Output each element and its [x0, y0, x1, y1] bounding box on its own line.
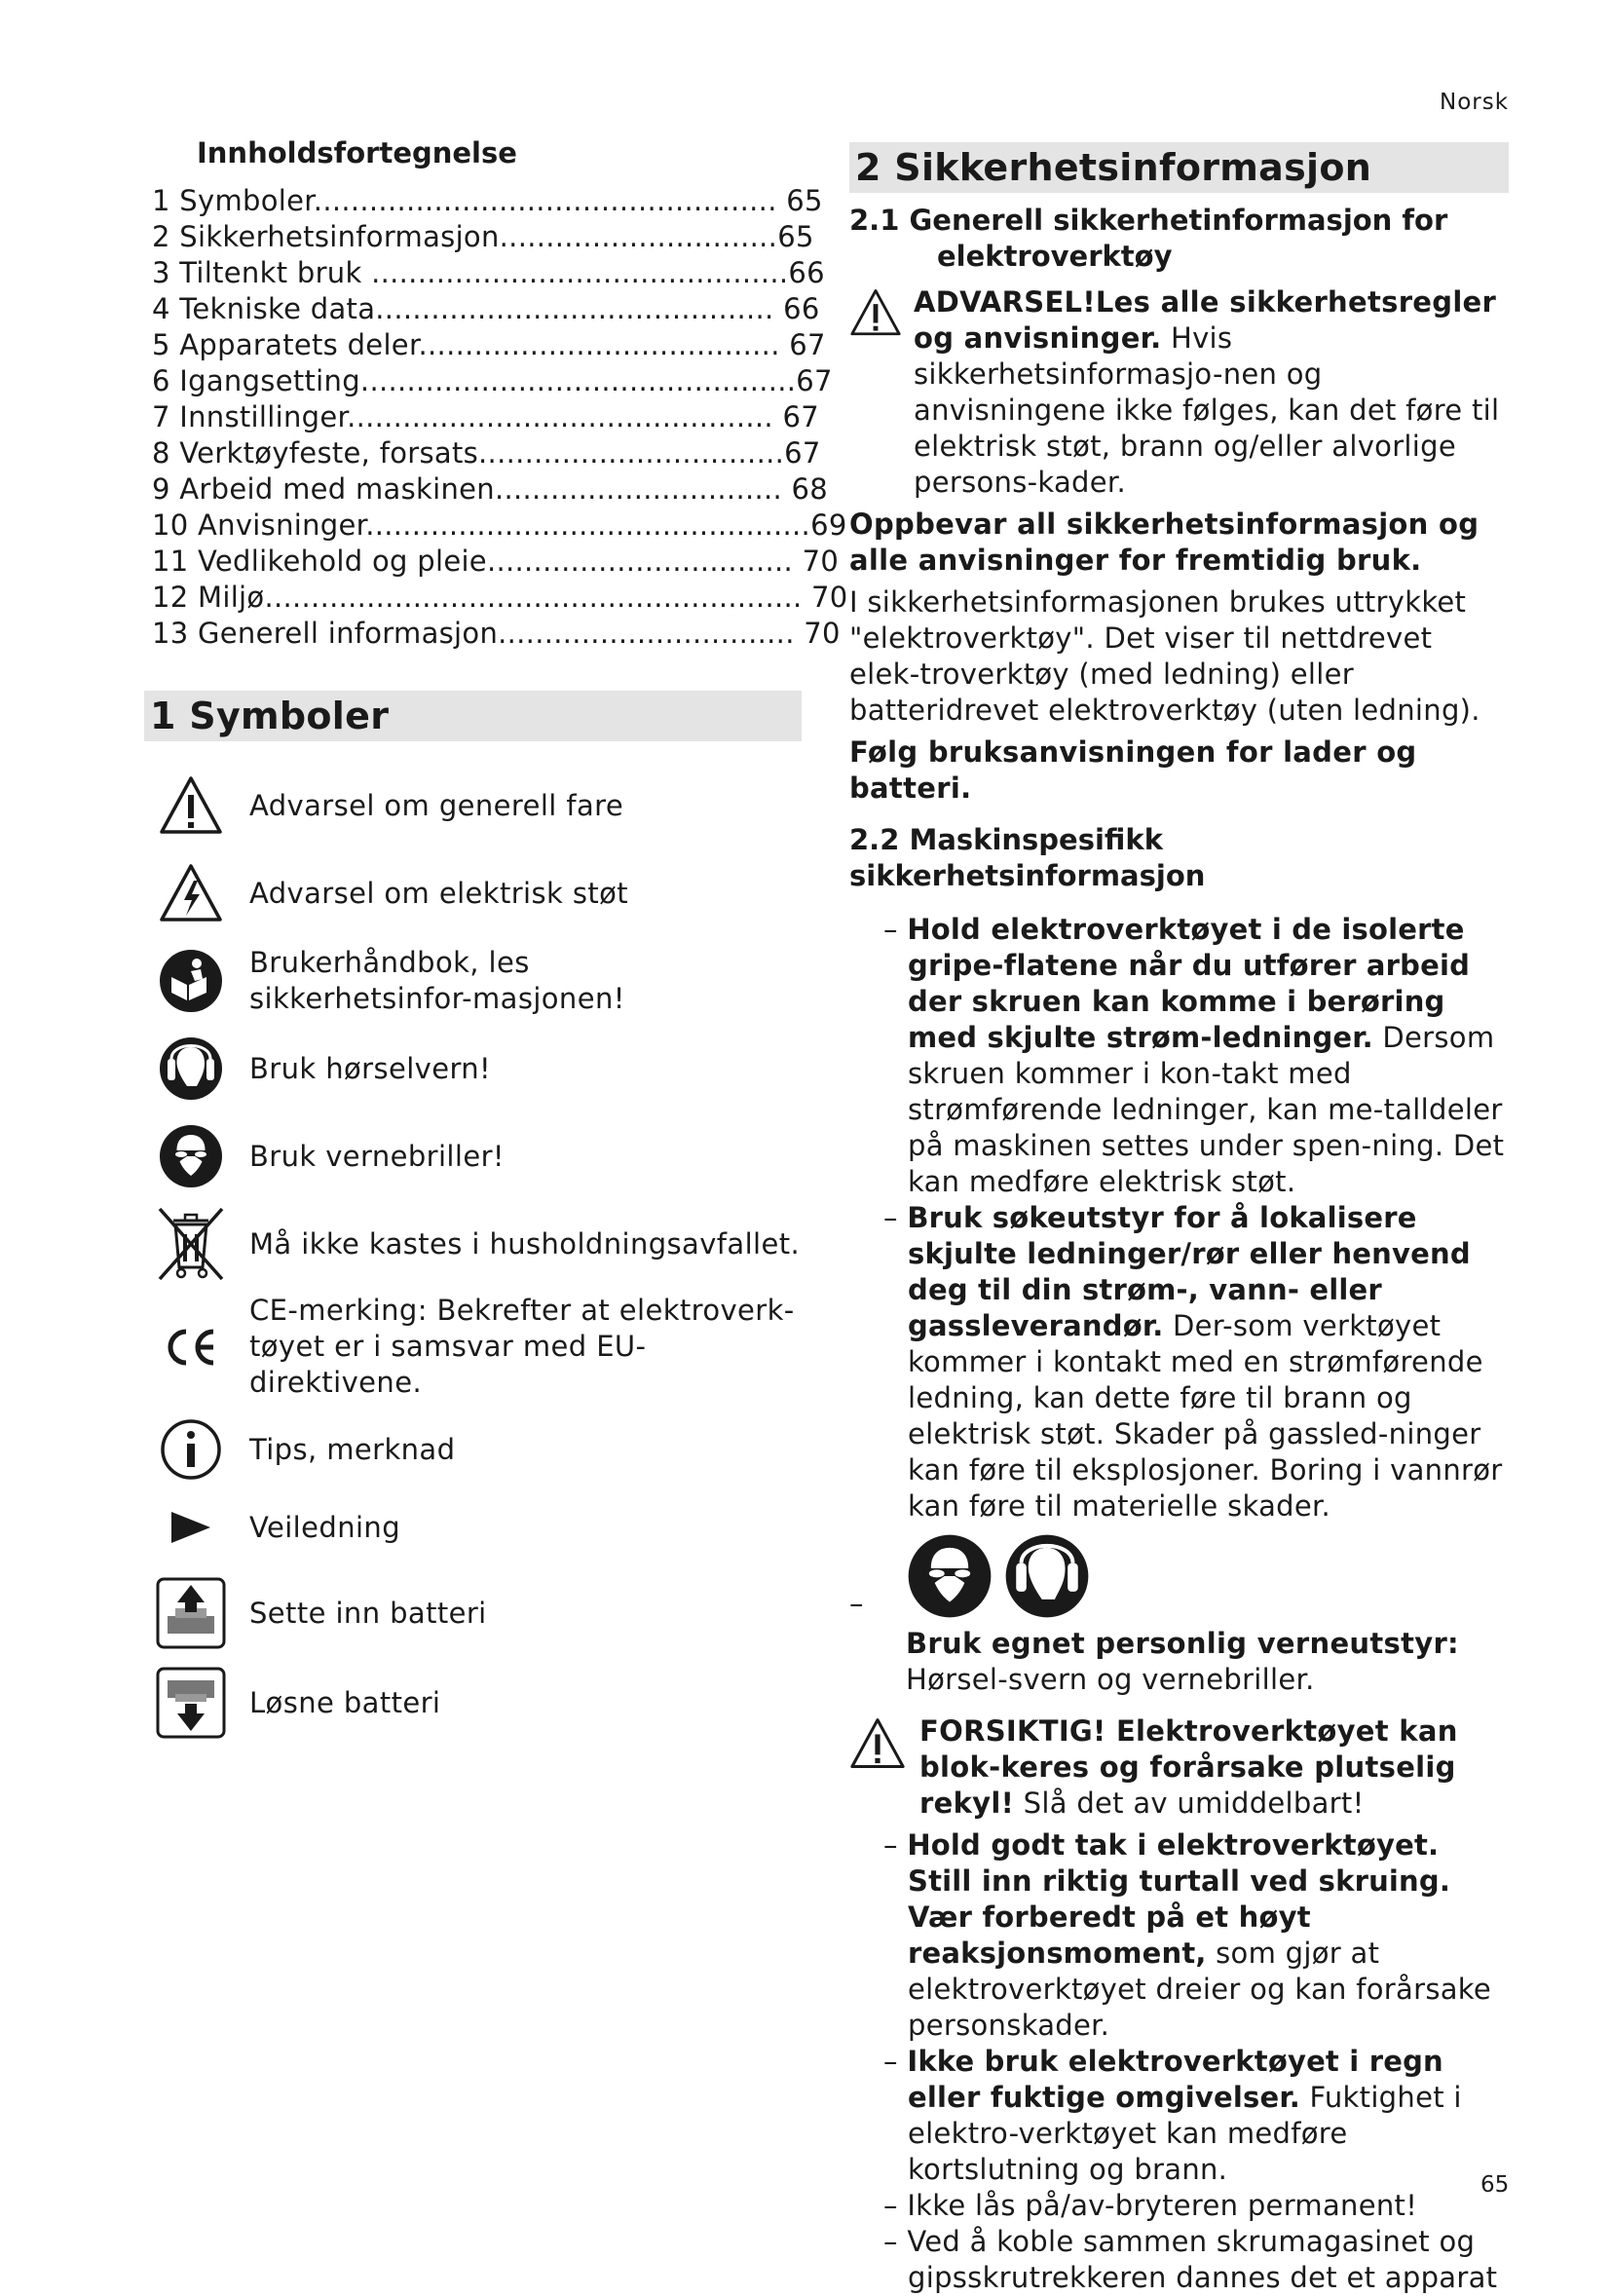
symbol-text: Sette inn batteri: [249, 1596, 487, 1630]
symbol-text: Veiledning: [249, 1510, 401, 1544]
subheading-line: elektroverktøy: [937, 240, 1173, 273]
bullet-item: – Ikke bruk elektroverktøyet i regn eller fuktige omgivelser. Fuktighet i elektro-verktøyet kan medføre kortslutning og brann.: [883, 2045, 1462, 2186]
toc-item[interactable]: 8 Verktøyfeste, forsats.................................67: [152, 436, 821, 470]
symbol-row: [144, 1117, 802, 1195]
keep-instructions: [849, 507, 1509, 579]
symbol-row: [144, 1293, 802, 1401]
toc-item[interactable]: 11 Vedlikehold og pleie................................. 70: [152, 545, 840, 578]
bullet-item: – Bruk søkeutstyr for å lokalisere skjulte ledninger/rør eller henvend deg til din strøm-, vann- eller gassleverandør. Der-som verktøyet kommer i kontakt med en strømførende ledning, kan dette føre til brann og elektrisk støt. Skader på gassled-ninger kan føre til eksplosjoner. Boring i vannrør kan føre til materielle skader.: [883, 1201, 1503, 1523]
caution-paragraph: [919, 1713, 1509, 1822]
symbol-row: [144, 1574, 802, 1652]
symbol-text: Bruk vernebriller!: [249, 1139, 505, 1173]
warning-block: [849, 284, 1509, 501]
bullet-text: Dersom skruen kommer i kon-takt med strømførende ledninger, kan me-talldeler på maskinen settes under spen-ning. Det kan medføre elektrisk støt.: [908, 1021, 1505, 1198]
manual-icon: [154, 942, 228, 1020]
symbol-text: Advarsel om elektrisk støt: [249, 876, 629, 910]
warning-paragraph: [914, 284, 1509, 501]
toc-item[interactable]: 6 Igangsetting...............................................67: [152, 364, 833, 397]
symbol-row: [144, 1411, 802, 1488]
symbol-text: Advarsel om generell fare: [249, 788, 624, 822]
goggles-icon: [154, 1117, 228, 1195]
warning-triangle-icon: [154, 767, 228, 845]
ppe-icons: [906, 1532, 1091, 1620]
follow-bold: Følg bruksanvisningen for lader og batteri.: [849, 735, 1417, 805]
toc-item[interactable]: 9 Arbeid med maskinen............................... 68: [152, 472, 829, 506]
symbol-text: Tips, merknad: [249, 1432, 456, 1466]
bullet-item: – Hold elektroverktøyet i de isolerte gripe-flatene når du utfører arbeid der skruen kan komme i berøring med skjulte strøm-ledninger. Dersom skruen kommer i kon-takt med strømførende ledninger, kan me-talldeler på maskinen settes under spen-ning. Det kan medføre elektrisk støt.: [883, 913, 1505, 1198]
bullet-dash: –: [849, 1587, 864, 1620]
symbol-row: [144, 1205, 802, 1283]
term-paragraph: I sikkerhetsinformasjonen brukes uttrykket "elektroverktøy". Det viser til nettdrevet elek-troverktøy (med ledning) eller batteridrevet elektroverktøy (uten ledning).: [849, 585, 1480, 727]
symbol-row: [144, 942, 802, 1020]
bullet-item: – Ved å koble sammen skrumagasinet og gipsskrutrekkeren dannes det et apparat: [883, 2225, 1498, 2294]
symbols-heading: 1 Symboler: [144, 691, 802, 741]
toc-item[interactable]: 5 Apparatets deler....................................... 67: [152, 328, 826, 361]
symbol-text: Brukerhåndbok, les sikkerhetsinfor-masjonen!: [249, 946, 625, 1015]
symbol-row: [144, 1030, 802, 1108]
subheading-line: 2.1 Generell sikkerhetinformasjon for: [849, 204, 1448, 237]
toc-item[interactable]: 13 Generell informasjon................................ 70: [152, 617, 841, 650]
info-icon: [154, 1411, 228, 1488]
language-label: Norsk: [1440, 90, 1510, 115]
bullet-bold: Hold elektroverktøyet i de isolerte gripe-flatene når du utfører arbeid der skruen kan komme i berøring med skjulte strøm-ledninger.: [907, 913, 1471, 1054]
toc-item[interactable]: 12 Miljø.......................................................... 70: [152, 581, 848, 614]
ear-protection-icon: [154, 1030, 228, 1108]
symbol-row: [144, 854, 802, 932]
bullet-text: Der-som verktøyet kommer i kontakt med en strømførende ledning, kan dette føre til brann og elektrisk støt. Skader på gassled-ninger kan føre til eksplosjoner. Boring i vannrør kan føre til materielle skader.: [908, 1309, 1503, 1523]
ppe-row: [849, 1532, 1509, 1620]
caution-block: [849, 1713, 1509, 1822]
bullet-bold: Bruk søkeutstyr for å lokalisere skjulte ledninger/rør eller henvend deg til din strøm-, vann- eller gassleverandør.: [907, 1201, 1471, 1342]
bullet-bold: Hold godt tak i elektroverktøyet. Still inn riktig turtall ved skruing. Vær forberedt på et høyt reaksjonsmoment,: [907, 1828, 1451, 1970]
table-of-contents: [144, 183, 848, 652]
ce-mark-icon: [154, 1308, 228, 1386]
bullet-text: som gjør at elektroverktøyet dreier og kan forårsake personskader.: [908, 1937, 1492, 2042]
safety-heading: 2 Sikkerhetsinformasjon: [849, 142, 1509, 193]
bullet-text: Ikke lås på/av-bryteren permanent!: [907, 2189, 1418, 2222]
symbol-text: Bruk hørselvern!: [249, 1051, 492, 1085]
toc-title: Innholdsfortegnelse: [197, 136, 517, 169]
subheading-machine: 2.2 Maskinspesifikk sikkerhetsinformasjon: [849, 823, 1206, 892]
symbol-text: Løsne batteri: [249, 1685, 441, 1719]
electric-shock-icon: [154, 854, 228, 932]
symbol-text: Må ikke kastes i husholdningsavfallet.: [249, 1226, 801, 1261]
bullet-text: Fuktighet i elektro-verktøyet kan medføre kortslutning og brann.: [908, 2081, 1462, 2186]
ppe-paragraph: [849, 1626, 1509, 1698]
symbol-text: CE-merking: Bekrefter at elektroverk-tøyet er i samsvar med EU-direktivene.: [249, 1294, 795, 1399]
follow-instructions: [849, 734, 1509, 807]
caution-text: Slå det av umiddelbart!: [1014, 1787, 1365, 1820]
toc-item[interactable]: 10 Anvisninger................................................69: [152, 508, 847, 542]
warning-bold: ADVARSEL!Les alle sikkerhetsregler og anvisninger.: [914, 285, 1497, 355]
release-battery-icon: [154, 1664, 228, 1742]
right-column: [849, 142, 1509, 2296]
warning-text: Hvis sikkerhetsinformasjo-nen og anvisningene ikke følges, kan det føre til elektrisk støt, brann og/eller alvorlige persons-kader.: [914, 321, 1500, 499]
subheading-general: [849, 203, 1509, 275]
caution-bold: FORSIKTIG! Elektroverktøyet kan blok-keres og forårsake plutselig rekyl!: [919, 1714, 1458, 1820]
symbols-list: [144, 767, 802, 1742]
warning-triangle-icon: [849, 284, 914, 501]
toc-item[interactable]: 7 Innstillinger.............................................. 67: [152, 400, 819, 433]
page-number: 65: [1480, 2172, 1510, 2198]
ppe-text: Hørsel-svern og vernebriller.: [906, 1663, 1315, 1696]
ppe-bold: Bruk egnet personlig verneutstyr:: [906, 1627, 1459, 1660]
symbol-row: [144, 1488, 802, 1566]
toc-item[interactable]: 1 Symboler.................................................. 65: [152, 184, 823, 217]
bullet-bold: Ikke bruk elektroverktøyet i regn eller fuktige omgivelser.: [907, 2045, 1443, 2114]
keep-bold: Oppbevar all sikkerhetsinformasjon og alle anvisninger for fremtidig bruk.: [849, 508, 1480, 577]
toc-item[interactable]: 4 Tekniske data........................................... 66: [152, 292, 820, 325]
goggles-icon: [906, 1532, 993, 1620]
symbol-row: [144, 1664, 802, 1742]
bullet-item: – Hold godt tak i elektroverktøyet. Still inn riktig turtall ved skruing. Vær forberedt på et høyt reaksjonsmoment, som gjør at elektroverktøyet dreier og kan forårsake personskader.: [883, 1828, 1492, 2042]
toc-item[interactable]: 2 Sikkerhetsinformasjon..............................65: [152, 220, 814, 253]
symbol-row: [144, 767, 802, 845]
play-arrow-icon: [154, 1488, 228, 1566]
crossed-bin-icon: [154, 1205, 228, 1283]
bullet-text: Ved å koble sammen skrumagasinet og gipsskrutrekkeren dannes det et apparat: [907, 2225, 1498, 2294]
toc-item[interactable]: 3 Tiltenkt bruk .............................................66: [152, 256, 825, 289]
left-column: [144, 136, 848, 1751]
warning-triangle-icon: [849, 1713, 919, 1822]
ear-protection-icon: [1003, 1532, 1091, 1620]
bullet-item: – Ikke lås på/av-bryteren permanent!: [883, 2189, 1418, 2222]
insert-battery-icon: [154, 1574, 228, 1652]
